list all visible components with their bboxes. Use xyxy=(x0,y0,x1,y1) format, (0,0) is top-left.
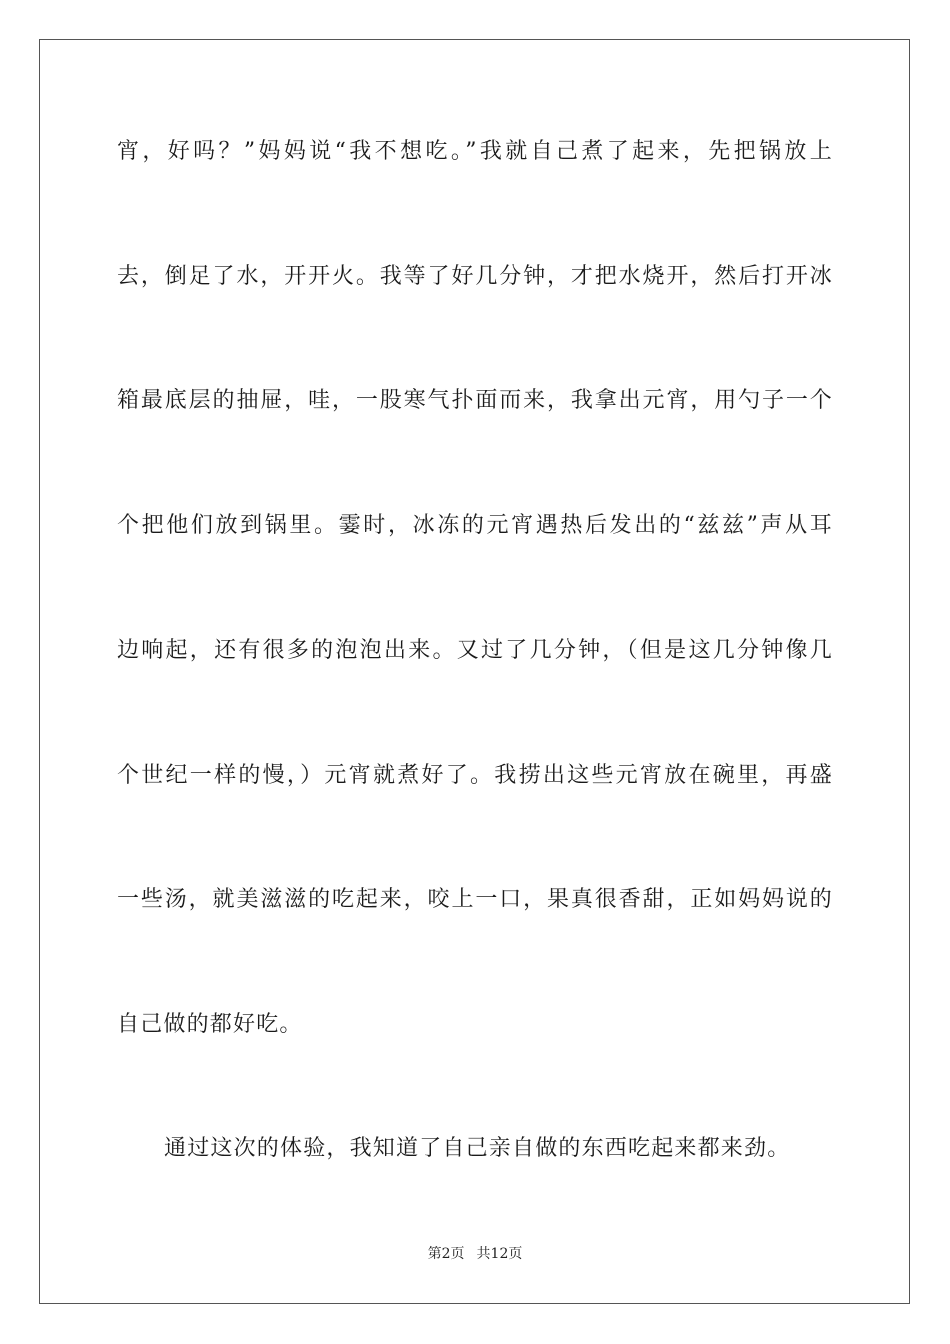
page-total: 共12页 xyxy=(476,1246,523,1262)
page-number: 第2页 xyxy=(427,1246,465,1262)
body-line-4: 个把他们放到锅里。霎时，冰冻的元宵遇热后发出的“兹兹”声从耳 xyxy=(117,513,833,538)
body-line-1: 宵，好吗？”妈妈说“我不想吃。”我就自己煮了起来，先把锅放上 xyxy=(117,139,833,164)
body-line-5: 边响起，还有很多的泡泡出来。又过了几分钟，（但是这几分钟像几 xyxy=(117,638,833,663)
body-line-6: 个世纪一样的慢，）元宵就煮好了。我捞出这些元宵放在碗里，再盛 xyxy=(117,763,833,788)
page-footer xyxy=(0,1245,950,1263)
page-border xyxy=(39,39,910,1304)
paragraph-conclusion: 通过这次的体验，我知道了自己亲自做的东西吃起来都来劲。 xyxy=(164,1136,791,1161)
body-line-3: 箱最底层的抽屉，哇，一股寒气扑面而来，我拿出元宵，用勺子一个 xyxy=(117,388,833,413)
body-line-2: 去，倒足了水，开开火。我等了好几分钟，才把水烧开，然后打开冰 xyxy=(117,264,833,289)
body-line-8: 自己做的都好吃。 xyxy=(117,1012,303,1037)
body-line-7: 一些汤，就美滋滋的吃起来，咬上一口，果真很香甜，正如妈妈说的 xyxy=(117,887,833,912)
